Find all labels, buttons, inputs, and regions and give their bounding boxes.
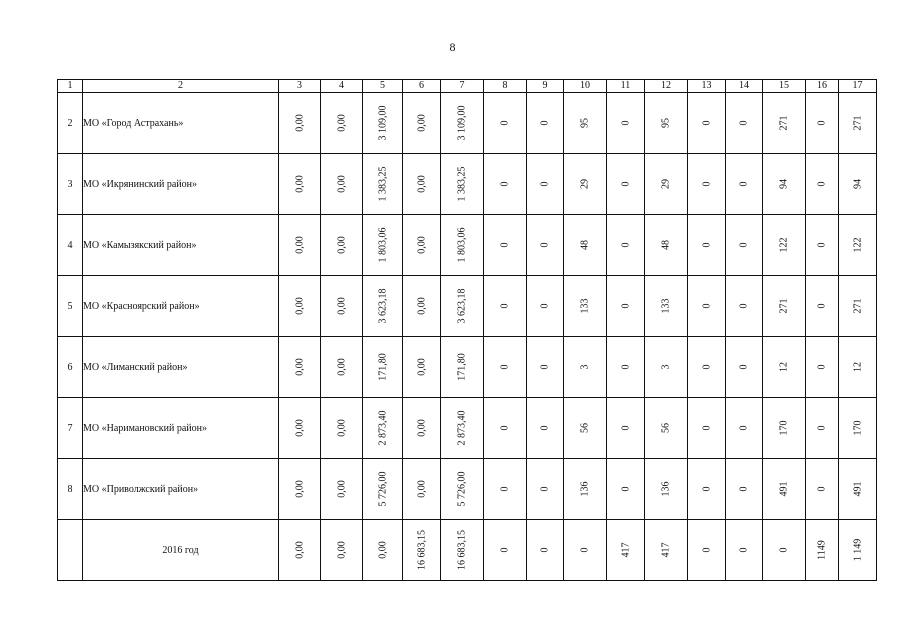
value-cell (607, 154, 645, 215)
value-cell (645, 337, 688, 398)
value-cell (403, 398, 441, 459)
row-number-cell: 4 (58, 215, 83, 276)
cell-value: 0 (620, 486, 631, 492)
value-cell (403, 215, 441, 276)
cell-value: 5 726,00 (456, 471, 468, 507)
municipality-name-cell: МО «Город Астрахань» (83, 93, 279, 154)
cell-value: 0,00 (416, 114, 427, 132)
cell-value: 0 (816, 242, 828, 248)
cell-value: 0 (816, 181, 828, 187)
cell-value: 0 (816, 364, 828, 370)
data-table (57, 79, 877, 581)
value-cell (527, 154, 564, 215)
cell-value: 271 (778, 298, 790, 314)
value-cell (564, 154, 607, 215)
value-cell (403, 520, 441, 581)
cell-value: 0,00 (416, 480, 427, 498)
cell-value: 0,00 (416, 297, 427, 315)
value-cell (839, 276, 877, 337)
municipality-name-cell: МО «Икрянинский район» (83, 154, 279, 215)
value-cell (321, 520, 363, 581)
cell-value: 0 (539, 242, 551, 248)
value-cell (688, 276, 726, 337)
cell-value: 0 (701, 242, 712, 248)
municipality-name-cell: МО «Приволжский район» (83, 459, 279, 520)
value-cell (279, 93, 321, 154)
value-cell (363, 459, 403, 520)
row-number-cell: 2 (58, 93, 83, 154)
cell-value: 133 (579, 298, 591, 314)
cell-value: 0 (738, 486, 750, 492)
value-cell (763, 398, 806, 459)
value-cell (527, 337, 564, 398)
value-cell (763, 520, 806, 581)
value-cell (806, 154, 839, 215)
table-row (58, 459, 877, 520)
cell-value: 0 (701, 181, 712, 187)
cell-value: 16 683,15 (456, 530, 468, 570)
cell-value: 0 (539, 364, 551, 370)
cell-value: 0 (499, 425, 511, 431)
table-row (58, 276, 877, 337)
cell-value: 0 (701, 303, 712, 309)
cell-value: 0 (539, 425, 551, 431)
cell-value: 2 873,40 (377, 410, 388, 446)
value-cell (403, 154, 441, 215)
row-number-cell: 5 (58, 276, 83, 337)
cell-value: 0,00 (294, 114, 305, 132)
value-cell (564, 520, 607, 581)
cell-value: 136 (579, 481, 591, 497)
value-cell (564, 93, 607, 154)
value-cell (839, 398, 877, 459)
value-cell (806, 520, 839, 581)
value-cell (806, 459, 839, 520)
cell-value: 3 109,00 (377, 105, 388, 141)
value-cell (763, 93, 806, 154)
column-header: 3 (279, 80, 321, 93)
column-header: 11 (607, 80, 645, 93)
cell-value: 0 (738, 425, 750, 431)
cell-value: 16 683,15 (416, 530, 427, 570)
municipality-name-cell: 2016 год (83, 520, 279, 581)
value-cell (403, 337, 441, 398)
cell-value: 0,00 (416, 175, 427, 193)
value-cell (441, 93, 484, 154)
value-cell (645, 276, 688, 337)
value-cell (607, 398, 645, 459)
cell-value: 48 (660, 240, 672, 250)
table-row (58, 398, 877, 459)
page-number: 8 (449, 40, 456, 54)
row-number-cell: 3 (58, 154, 83, 215)
value-cell (279, 459, 321, 520)
value-cell (806, 276, 839, 337)
cell-value: 0 (499, 547, 511, 553)
value-cell (688, 154, 726, 215)
value-cell (688, 337, 726, 398)
cell-value: 171,80 (377, 353, 388, 381)
cell-value: 3 623,18 (456, 288, 468, 324)
column-header: 8 (484, 80, 527, 93)
value-cell (839, 337, 877, 398)
value-cell (441, 276, 484, 337)
value-cell (363, 398, 403, 459)
cell-value: 0,00 (336, 175, 347, 193)
table-row (58, 215, 877, 276)
cell-value: 48 (579, 240, 591, 250)
municipality-name-cell: МО «Камызякский район» (83, 215, 279, 276)
cell-value: 0,00 (336, 480, 347, 498)
cell-value: 417 (660, 542, 672, 558)
column-header: 15 (763, 80, 806, 93)
cell-value: 0 (701, 547, 712, 553)
value-cell (321, 93, 363, 154)
cell-value: 0 (499, 120, 511, 126)
value-cell (688, 398, 726, 459)
value-cell (441, 520, 484, 581)
value-cell (688, 520, 726, 581)
cell-value: 0,00 (336, 114, 347, 132)
cell-value: 0 (539, 486, 551, 492)
cell-value: 12 (778, 362, 790, 372)
cell-value: 0,00 (377, 541, 388, 559)
value-cell (363, 520, 403, 581)
column-header: 5 (363, 80, 403, 93)
value-cell (645, 93, 688, 154)
value-cell (607, 459, 645, 520)
cell-value: 0 (620, 364, 631, 370)
value-cell (564, 276, 607, 337)
value-cell (484, 459, 527, 520)
cell-value: 0 (539, 303, 551, 309)
value-cell (763, 215, 806, 276)
value-cell (726, 459, 763, 520)
cell-value: 0,00 (416, 419, 427, 437)
cell-value: 56 (660, 423, 672, 433)
value-cell (564, 459, 607, 520)
value-cell (441, 215, 484, 276)
cell-value: 491 (852, 481, 863, 497)
cell-value: 1 383,25 (456, 166, 468, 202)
value-cell (484, 93, 527, 154)
value-cell (441, 398, 484, 459)
municipality-name-cell: МО «Наримановский район» (83, 398, 279, 459)
value-cell (403, 276, 441, 337)
value-cell (441, 337, 484, 398)
cell-value: 0 (620, 425, 631, 431)
cell-value: 0,00 (294, 419, 305, 437)
cell-value: 170 (852, 420, 863, 436)
cell-value: 5 726,00 (377, 471, 388, 507)
cell-value: 29 (660, 179, 672, 189)
cell-value: 0,00 (294, 297, 305, 315)
value-cell (527, 93, 564, 154)
value-cell (763, 459, 806, 520)
column-header: 17 (839, 80, 877, 93)
value-cell (484, 154, 527, 215)
value-cell (363, 154, 403, 215)
cell-value: 3 109,00 (456, 105, 468, 141)
value-cell (607, 276, 645, 337)
cell-value: 0 (499, 181, 511, 187)
table-row (58, 337, 877, 398)
value-cell (839, 459, 877, 520)
value-cell (484, 215, 527, 276)
value-cell (403, 93, 441, 154)
column-header: 6 (403, 80, 441, 93)
row-number-cell: 6 (58, 337, 83, 398)
cell-value: 271 (852, 298, 863, 314)
cell-value: 0 (738, 181, 750, 187)
cell-value: 0,00 (294, 358, 305, 376)
value-cell (564, 215, 607, 276)
cell-value: 94 (852, 179, 863, 189)
value-cell (763, 154, 806, 215)
value-cell (763, 337, 806, 398)
cell-value: 1149 (816, 540, 828, 560)
value-cell (564, 337, 607, 398)
cell-value: 122 (852, 237, 863, 253)
cell-value: 0,00 (336, 236, 347, 254)
cell-value: 171,80 (456, 353, 468, 381)
value-cell (279, 337, 321, 398)
value-cell (321, 154, 363, 215)
cell-value: 0 (499, 242, 511, 248)
value-cell (363, 215, 403, 276)
cell-value: 0 (701, 486, 712, 492)
column-header: 12 (645, 80, 688, 93)
value-cell (279, 154, 321, 215)
cell-value: 0 (701, 425, 712, 431)
column-header: 10 (564, 80, 607, 93)
value-cell (806, 215, 839, 276)
value-cell (839, 154, 877, 215)
cell-value: 0,00 (336, 358, 347, 376)
value-cell (607, 93, 645, 154)
value-cell (645, 520, 688, 581)
cell-value: 12 (852, 362, 863, 372)
value-cell (763, 276, 806, 337)
value-cell (441, 154, 484, 215)
value-cell (645, 398, 688, 459)
cell-value: 0 (816, 303, 828, 309)
cell-value: 0 (620, 303, 631, 309)
cell-value: 0 (816, 120, 828, 126)
row-number-cell: 7 (58, 398, 83, 459)
cell-value: 136 (660, 481, 672, 497)
value-cell (645, 459, 688, 520)
cell-value: 3 (660, 364, 672, 370)
cell-value: 0 (816, 425, 828, 431)
cell-value: 0 (738, 120, 750, 126)
value-cell (839, 520, 877, 581)
cell-value: 133 (660, 298, 672, 314)
value-cell (607, 337, 645, 398)
cell-value: 1 149 (852, 538, 863, 562)
cell-value: 0 (539, 547, 551, 553)
cell-value: 95 (660, 118, 672, 128)
municipality-name-cell: МО «Красноярский район» (83, 276, 279, 337)
value-cell (321, 398, 363, 459)
column-header: 7 (441, 80, 484, 93)
cell-value: 0,00 (294, 236, 305, 254)
cell-value: 0 (738, 242, 750, 248)
value-cell (441, 459, 484, 520)
column-header: 14 (726, 80, 763, 93)
cell-value: 0 (499, 364, 511, 370)
cell-value: 0,00 (336, 541, 347, 559)
cell-value: 0 (539, 181, 551, 187)
cell-value: 0 (579, 547, 591, 553)
table-row (58, 520, 877, 581)
value-cell (279, 398, 321, 459)
column-header: 9 (527, 80, 564, 93)
cell-value: 0 (539, 120, 551, 126)
cell-value: 271 (852, 115, 863, 131)
value-cell (645, 154, 688, 215)
cell-value: 0 (738, 303, 750, 309)
value-cell (279, 215, 321, 276)
cell-value: 0 (701, 364, 712, 370)
cell-value: 0,00 (294, 175, 305, 193)
value-cell (806, 337, 839, 398)
column-header: 16 (806, 80, 839, 93)
row-number-cell: 8 (58, 459, 83, 520)
value-cell (726, 520, 763, 581)
cell-value: 1 803,06 (377, 227, 388, 263)
cell-value: 0 (620, 120, 631, 126)
table-row (58, 154, 877, 215)
cell-value: 0,00 (336, 419, 347, 437)
value-cell (726, 154, 763, 215)
value-cell (527, 459, 564, 520)
value-cell (279, 520, 321, 581)
value-cell (607, 215, 645, 276)
value-cell (806, 93, 839, 154)
value-cell (363, 93, 403, 154)
cell-value: 0,00 (336, 297, 347, 315)
cell-value: 0 (778, 547, 790, 553)
value-cell (726, 93, 763, 154)
value-cell (726, 337, 763, 398)
value-cell (839, 215, 877, 276)
value-cell (484, 337, 527, 398)
value-cell (363, 337, 403, 398)
cell-value: 417 (620, 542, 631, 558)
value-cell (321, 459, 363, 520)
table-row (58, 93, 877, 154)
cell-value: 271 (778, 115, 790, 131)
cell-value: 0,00 (294, 541, 305, 559)
cell-value: 122 (778, 237, 790, 253)
value-cell (279, 276, 321, 337)
table-header-row (58, 80, 877, 93)
municipality-name-cell: МО «Лиманский район» (83, 337, 279, 398)
value-cell (527, 398, 564, 459)
cell-value: 56 (579, 423, 591, 433)
value-cell (321, 276, 363, 337)
cell-value: 0 (620, 242, 631, 248)
value-cell (726, 276, 763, 337)
value-cell (564, 398, 607, 459)
column-header: 2 (83, 80, 279, 93)
cell-value: 94 (778, 179, 790, 189)
cell-value: 3 (579, 364, 591, 370)
value-cell (484, 520, 527, 581)
cell-value: 491 (778, 481, 790, 497)
cell-value: 0 (499, 486, 511, 492)
column-header: 1 (58, 80, 83, 93)
value-cell (527, 276, 564, 337)
value-cell (484, 276, 527, 337)
cell-value: 2 873,40 (456, 410, 468, 446)
value-cell (321, 215, 363, 276)
row-number-cell (58, 520, 83, 581)
value-cell (607, 520, 645, 581)
cell-value: 1 803,06 (456, 227, 468, 263)
value-cell (839, 93, 877, 154)
value-cell (484, 398, 527, 459)
value-cell (321, 337, 363, 398)
value-cell (726, 398, 763, 459)
cell-value: 1 383,25 (377, 166, 388, 202)
value-cell (688, 93, 726, 154)
cell-value: 0 (738, 364, 750, 370)
cell-value: 0,00 (294, 480, 305, 498)
cell-value: 0,00 (416, 236, 427, 254)
column-header: 4 (321, 80, 363, 93)
cell-value: 95 (579, 118, 591, 128)
table-body (58, 93, 877, 581)
cell-value: 0 (738, 547, 750, 553)
value-cell (403, 459, 441, 520)
value-cell (527, 520, 564, 581)
cell-value: 3 623,18 (377, 288, 388, 324)
value-cell (645, 215, 688, 276)
cell-value: 0 (499, 303, 511, 309)
cell-value: 170 (778, 420, 790, 436)
value-cell (527, 215, 564, 276)
value-cell (363, 276, 403, 337)
value-cell (726, 215, 763, 276)
cell-value: 0 (620, 181, 631, 187)
value-cell (688, 215, 726, 276)
cell-value: 0 (816, 486, 828, 492)
cell-value: 29 (579, 179, 591, 189)
value-cell (688, 459, 726, 520)
cell-value: 0,00 (416, 358, 427, 376)
cell-value: 0 (701, 120, 712, 126)
column-header: 13 (688, 80, 726, 93)
value-cell (806, 398, 839, 459)
